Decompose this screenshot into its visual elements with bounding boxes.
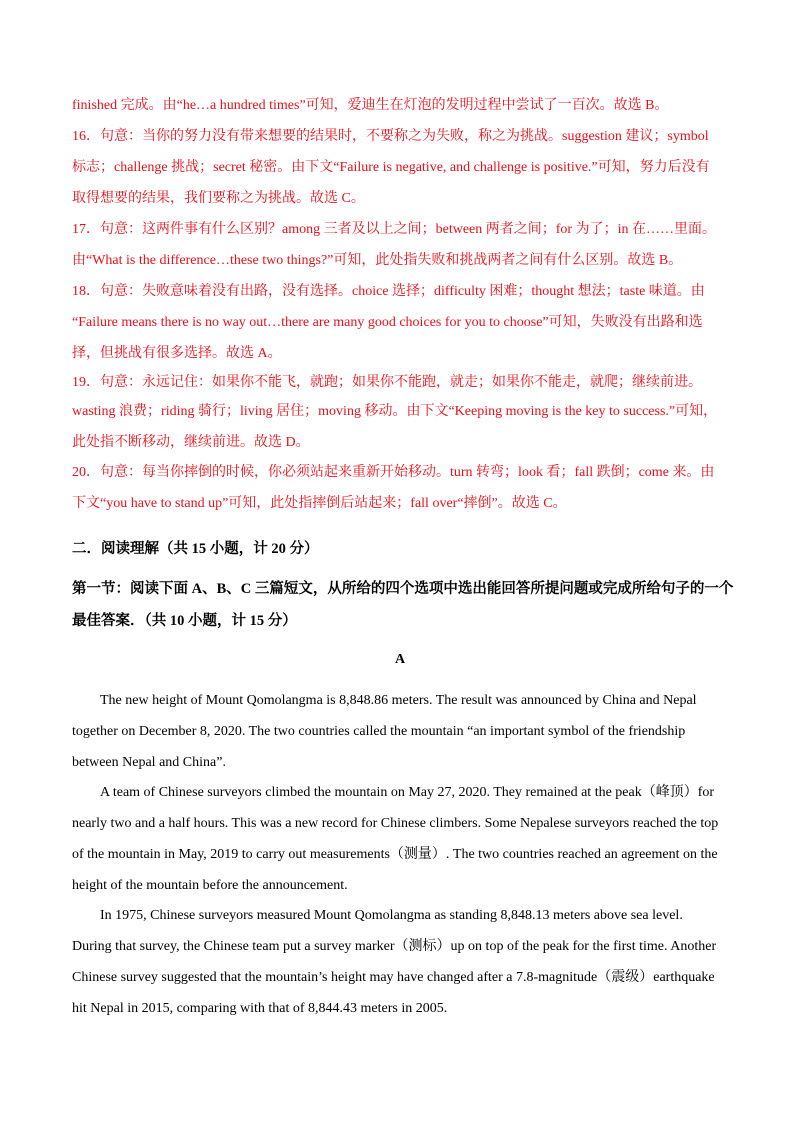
answer-line: finished 完成。由“he…a hundred times”可知，爱迪生在灯泡的发明过程中尝试了一百次。故选 B。: [72, 98, 669, 113]
passage-label: A: [394, 652, 406, 667]
passage-line: Chinese survey suggested that the mountain’s height may have changed after a 7.8-magnitude（震级）earthquake: [72, 970, 715, 985]
subsection-instruction-line1: 第一节：阅读下面 A、B、C 三篇短文，从所给的四个选项中选出能回答所提问题或完成所给句子的一个: [72, 581, 734, 597]
answer-line: 16．句意：当你的努力没有带来想要的结果时，不要称之为失败，称之为挑战。suggestion 建议；symbol: [72, 129, 709, 144]
passage-line: height of the mountain before the announcement.: [72, 878, 348, 893]
answer-line: 17．句意：这两件事有什么区别？among 三者及以上之间；between 两者之间；for 为了；in 在……里面。: [72, 222, 716, 237]
passage-line: between Nepal and China”.: [72, 755, 226, 770]
passage-line: A team of Chinese surveyors climbed the mountain on May 27, 2020. They remained at the peak（峰顶）for: [100, 785, 715, 800]
answer-line: 标志；challenge 挑战；secret 秘密。由下文“Failure is negative, and challenge is positive.”可知，努力后没有: [72, 160, 710, 175]
passage-line: hit Nepal in 2015, comparing with that of 8,844.43 meters in 2005.: [72, 1001, 448, 1016]
answer-line: 20．句意：每当你摔倒的时候，你必须站起来重新开始移动。turn 转弯；look 看；fall 跌倒；come 来。由: [72, 465, 715, 480]
answer-line: 择，但挑战有很多选择。故选 A。: [72, 346, 282, 361]
passage-line: of the mountain in May, 2019 to carry out measurements（测量）. The two countries reached an agreement on the: [72, 847, 718, 862]
answer-line: 此处指不断移动，继续前进。故选 D。: [72, 435, 310, 450]
answer-line: “Failure means there is no way out…there are many good choices for you to choose”可知，失败没有出路和选: [72, 315, 703, 330]
answer-line: 取得想要的结果，我们要称之为挑战。故选 C。: [72, 191, 365, 206]
passage-line: During that survey, the Chinese team put a survey marker（测标）up on top of the peak for the first time. Another: [72, 939, 717, 954]
answer-line: 18．句意：失败意味着没有出路，没有选择。choice 选择；difficulty 困难；thought 想法；taste 味道。由: [72, 284, 705, 299]
answer-line: wasting 浪费；riding 骑行；living 居住；moving 移动。由下文“Keeping moving is the key to success.”可知，: [72, 404, 718, 419]
passage-line: nearly two and a half hours. This was a new record for Chinese climbers. Some Nepalese surveyors reached the top: [72, 816, 719, 831]
answer-line: 由“What is the difference…these two things?”可知，此处指失败和挑战两者之间有什么区别。故选 B。: [72, 253, 683, 268]
passage-line: In 1975, Chinese surveyors measured Mount Qomolangma as standing 8,848.13 meters above sea level.: [100, 908, 683, 923]
section-title: 二．阅读理解（共 15 小题，计 20 分）: [72, 541, 319, 557]
answer-line: 下文“you have to stand up”可知，此处指摔倒后站起来；fall over“摔倒”。故选 C。: [72, 496, 567, 511]
subsection-instruction-line2: 最佳答案．（共 10 小题，计 15 分）: [72, 613, 297, 629]
passage-line: together on December 8, 2020. The two countries called the mountain “an important symbol of the friendship: [72, 724, 686, 739]
answer-line: 19．句意：永远记住：如果你不能飞，就跑；如果你不能跑，就走；如果你不能走，就爬；继续前进。: [72, 375, 702, 390]
passage-line: The new height of Mount Qomolangma is 8,848.86 meters. The result was announced by China and Nepal: [100, 693, 697, 708]
